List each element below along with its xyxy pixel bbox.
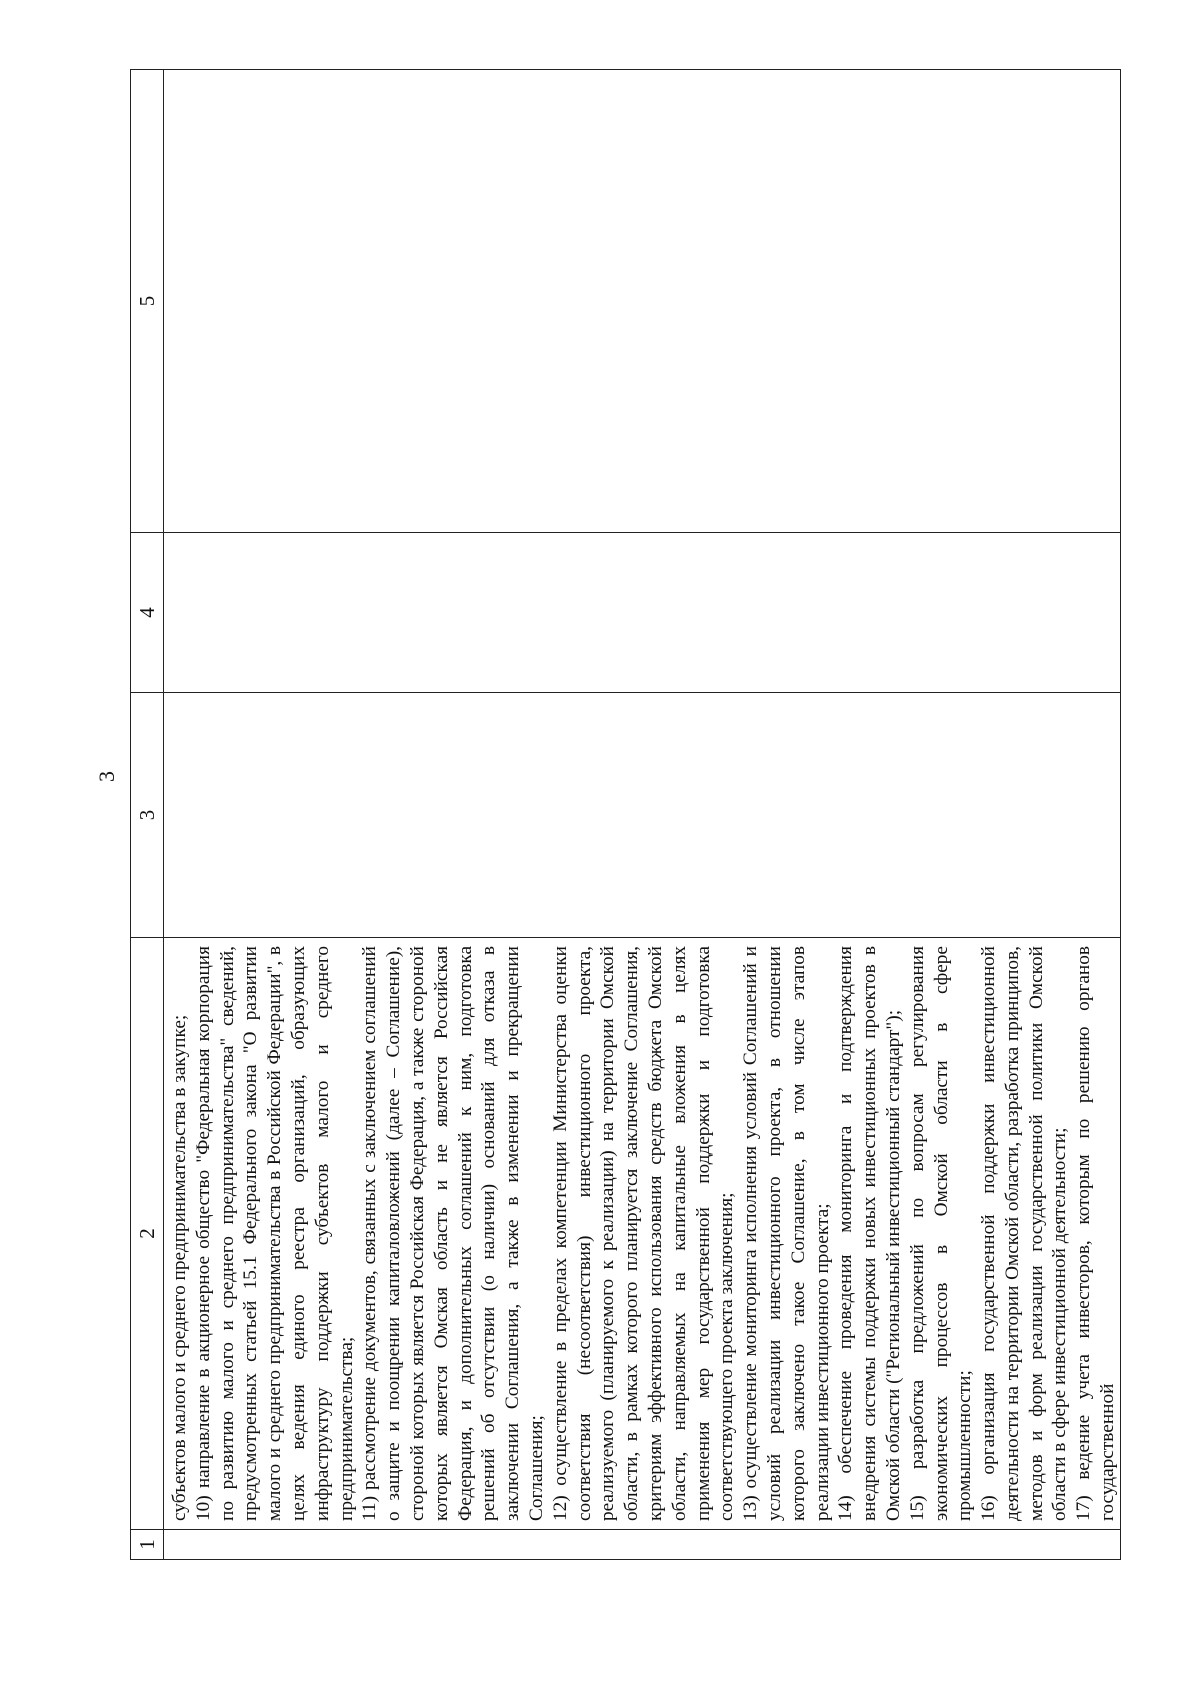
paragraph: 17) ведение учета инвесторов, которым по решению органов государственной	[1073, 946, 1119, 1521]
paragraph: 15) разработка предложений по вопросам регулирования экономических процессов в Омской области в сфере промышленности;	[906, 946, 976, 1521]
table-row	[164, 70, 1121, 1560]
cell-column-5	[164, 70, 1121, 533]
cell-column-1	[164, 1530, 1121, 1560]
rotated-table-container	[130, 70, 1119, 1560]
paragraph: субъектов малого и среднего предпринимательства в закупке;	[169, 1014, 190, 1521]
paragraph: 14) обеспечение проведения мониторинга и подтверждения внедрения системы поддержки новых инвестиционных проектов в Омской области ("Региональный инвестиционный стандарт");	[835, 946, 904, 1521]
paragraph: 10) направление в акционерное общество "Федеральная корпорация по развитию малого и среднего предпринимательства" сведений, предусмотренных статьей 15.1 Федерального закона "О развитии малого и среднего предпринимательства в Российской Федерации", в целях ведения единого реестра организаций, образующих инфраструктуру поддержки субъектов малого и среднего предпринимательства;	[192, 946, 357, 1521]
paragraph: 11) рассмотрение документов, связанных с заключением соглашений о защите и поощрении капиталовложений (далее – Соглашение), стороной которых является Российская Федерация, а также стороной которых является Омская область и не является Российская Федерация, и дополнительных соглашений к ним, подготовка решений об отсутствии (о наличии) оснований для отказа в заключении Соглашения, а также в изменении и прекращении Соглашения;	[359, 946, 547, 1521]
paragraph: 12) осуществление в пределах компетенции Министерства оценки соответствия (несоответствия) инвестиционного проекта, реализуемого (планируемого к реализации) на территории Омской области, в рамках которого планируется заключение Соглашения, критериям эффективного использования средств бюджета Омской области, направляемых на капитальные вложения в целях применения мер государственной поддержки и подготовка соответствующего проекта заключения;	[549, 946, 738, 1521]
column-header: 2	[131, 938, 164, 1530]
cell-column-2	[164, 938, 1121, 1530]
cell-column-4	[164, 533, 1121, 693]
column-header: 5	[131, 70, 164, 533]
paragraph: 13) осуществление мониторинга исполнения условий Соглашений и условий реализации инвестиционного проекта, в отношении которого заключено такое Соглашение, в том числе этапов реализации инвестиционного проекта;	[740, 946, 833, 1521]
column-header: 4	[131, 533, 164, 693]
paragraph: 16) организация государственной поддержки инвестиционной деятельности на территории Омской области, разработка принципов, методов и форм реализации государственной политики Омской области в сфере инвестиционной деятельности;	[978, 946, 1071, 1521]
column-header: 1	[131, 1530, 164, 1560]
document-table	[130, 69, 1121, 1560]
page-number: 3	[94, 771, 119, 782]
column-header: 3	[131, 693, 164, 938]
cell-column-3	[164, 693, 1121, 938]
table-header-row	[131, 70, 164, 1560]
